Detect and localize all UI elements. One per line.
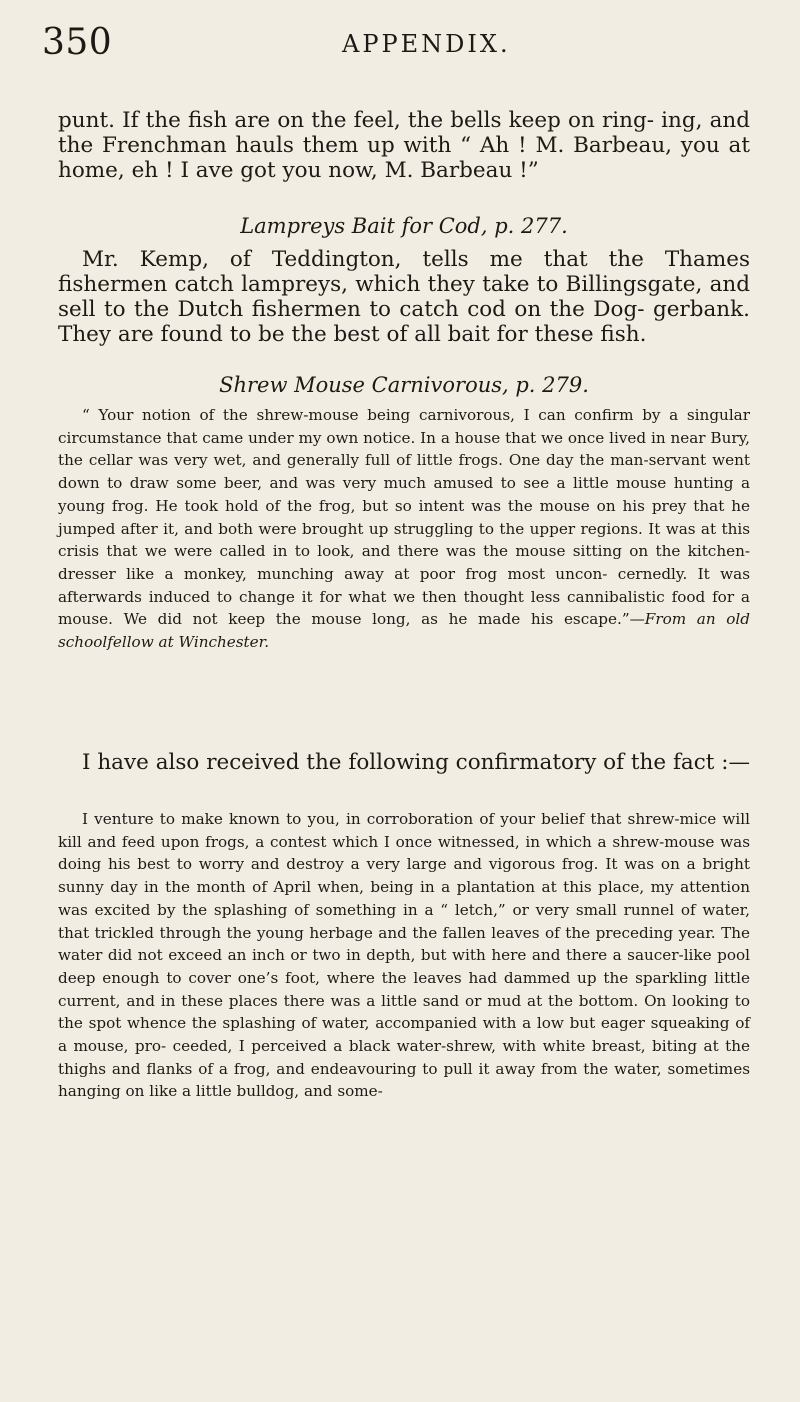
confirmation-letter: I venture to make known to you, in corroboration of your belief that shrew-mice will kill and feed upon frogs, a contest which I once witnessed, in which a shrew-mouse was doing his best to worry and destroy a very large and vigorous frog. It was on a bright sunny day in the month of April when, being in a plantation at this place, my attention was excited by the splashing of something in a “ letch,” or very small runnel of water, that trickled through the young herbage and the fallen leaves of the preceding year. The water did not exceed an inch or two in depth, but with here and there a saucer-like pool deep enough to cover one’s foot, where the leaves had dammed up the sparkling little current, and in these places there was a little sand or mud at the bottom. On looking to the spot whence the splashing of water, accompanied with a low but eager squeaking of a mouse, pro- ceeded, I perceived a black water-shrew, with white breast, biting at the thighs and flanks of a frog, and endeavouring to pull it away from the water, sometimes hanging on like a little bulldog, and some-: [58, 810, 750, 1101]
shrew-attribution: From an old schoolfellow at Winchester.: [58, 610, 750, 652]
opening-paragraph: punt. If the fish are on the feel, the bells keep on ring- ing, and the Frenchman hauls them up with “ Ah ! M. Barbeau, you at home, eh ! I ave got you now, M. Barbeau !”: [58, 108, 750, 183]
page-header: [42, 22, 760, 72]
shrew-heading: Shrew Mouse Carnivorous, p. 279.: [219, 373, 589, 397]
running-title: APPENDIX.: [342, 30, 511, 58]
lampreys-heading: Lampreys Bait for Cod, p. 277.: [240, 214, 568, 238]
shrew-quote-text: “ Your notion of the shrew-mouse being carnivorous, I can confirm by a singular circumstance that came under my own notice. In a house that we once lived in near Bury, the cellar was very wet, and generally full of little frogs. One day the man-servant went down to draw some beer, and was very much amused to see a little mouse hunting a young frog. He took hold of the frog, but so intent was the mouse on his prey that he jumped after it, and both were brought up struggling to the upper regions. It was at this crisis that we were called in to look, and there was the mouse sitting on the kitchen- dresser like a monkey, munching away at poor frog most uncon- cernedly. It was afterwards induced to change it for what we then thought less cannibalistic food for a mouse. We did not keep the mouse long, as he made his escape.”—: [58, 406, 750, 629]
page-number: 350: [42, 22, 113, 63]
shrew-quote: [58, 404, 750, 654]
confirmation-intro: I have also received the following confirmatory of the fact :—: [82, 750, 750, 775]
lampreys-paragraph: Mr. Kemp, of Teddington, tells me that the Thames fishermen catch lampreys, which they take to Billingsgate, and sell to the Dutch fishermen to catch cod on the Dog- gerbank. They are found to be the best of all bait for these fish.: [58, 247, 750, 347]
